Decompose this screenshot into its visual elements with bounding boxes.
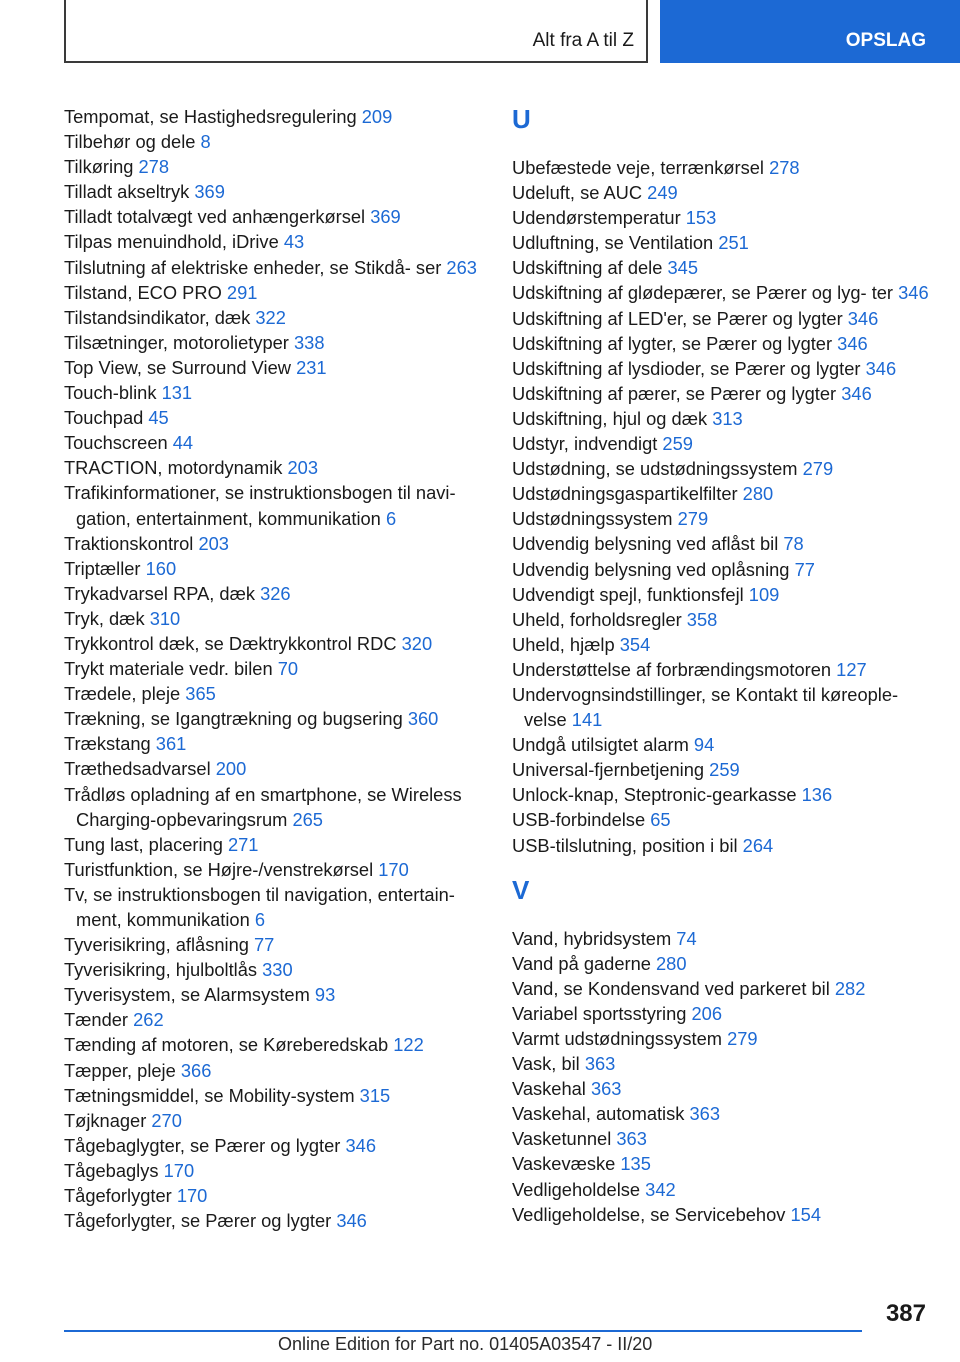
index-entry-text: Udstødning, se udstødningssystem xyxy=(512,458,798,480)
index-entry-page-link[interactable]: 136 xyxy=(801,784,833,806)
index-entry-page-link[interactable]: 330 xyxy=(262,959,293,981)
index-entry xyxy=(512,306,932,331)
index-entry-text: Udskiftning af lygter, se Pærer og lygter xyxy=(512,332,833,354)
index-entry-text: USB-tilslutning, position i bil xyxy=(512,834,738,856)
index-entry-page-link[interactable]: 74 xyxy=(676,927,697,949)
index-entry-text: Tyverisystem, se Alarmsystem xyxy=(64,984,310,1006)
index-entry xyxy=(64,531,484,556)
index-entry-text: Trykt materiale vedr. bilen xyxy=(64,658,273,680)
index-entry xyxy=(512,632,932,657)
header-box xyxy=(64,0,648,63)
index-entry xyxy=(64,405,484,430)
index-entry-page-link[interactable]: 109 xyxy=(748,583,780,605)
index-entry-text: Tv, se instruktionsbogen til navigation, entertain‐ ment, kommunikation xyxy=(64,883,455,930)
index-entry-page-link[interactable]: 271 xyxy=(227,833,259,855)
index-entry-page-link[interactable]: 279 xyxy=(677,508,709,530)
index-entry xyxy=(512,356,932,381)
index-entry-page-link[interactable]: 282 xyxy=(834,977,866,999)
index-entry-page-link[interactable]: 278 xyxy=(769,157,800,178)
index-entry-page-link[interactable]: 279 xyxy=(802,458,834,480)
index-entry-text: Vand på gaderne xyxy=(512,952,651,974)
index-entry-text: Tågeforlygter xyxy=(64,1185,172,1207)
index-entry-page-link[interactable]: 131 xyxy=(161,382,193,404)
index-entry xyxy=(64,380,484,405)
index-entry xyxy=(512,1051,932,1076)
index-entry-page-link[interactable]: 280 xyxy=(742,483,774,505)
index-entry xyxy=(64,1158,484,1183)
index-entry-page-link[interactable]: 363 xyxy=(616,1128,647,1150)
index-entry-text: Udendørstemperatur xyxy=(512,207,681,229)
index-entry-text: Tågebaglygter, se Pærer og lygter xyxy=(64,1134,341,1156)
index-entry-page-link[interactable]: 93 xyxy=(314,984,336,1006)
index-entry-text: Top View, se Surround View xyxy=(64,356,291,378)
index-entry-text: Tilbehør og dele xyxy=(64,131,196,153)
index-entry-text: Udvendig belysning ved aflåst bil xyxy=(512,533,779,555)
index-entry-text: Tilstandsindikator, dæk xyxy=(64,306,251,328)
index-entry xyxy=(512,657,932,682)
index-entry-page-link[interactable]: 346 xyxy=(837,332,868,354)
index-entry xyxy=(64,229,484,254)
index-entry xyxy=(512,782,932,807)
index-entry xyxy=(512,1177,932,1202)
index-entry xyxy=(64,330,484,355)
index-entry-page-link[interactable]: 135 xyxy=(620,1153,651,1175)
index-entry-page-link[interactable]: 264 xyxy=(742,834,774,856)
index-entry-text: Universal-fjernbetjening xyxy=(512,759,705,781)
index-entry-page-link[interactable]: 43 xyxy=(283,231,305,253)
index-entry-text: Tæpper, pleje xyxy=(64,1059,176,1081)
index-entry-text: Tilslutning af elektriske enheder, se Stikdå‐ ser xyxy=(64,256,442,278)
index-entry-page-link[interactable]: 363 xyxy=(590,1078,622,1100)
index-entry xyxy=(512,155,932,180)
index-entry-text: Tågeforlygter, se Pærer og lygter xyxy=(64,1210,332,1232)
index-entry-page-link[interactable]: 77 xyxy=(794,558,815,580)
tab-opslag-label: OPSLAG xyxy=(845,30,926,51)
index-entry xyxy=(512,757,932,782)
index-entry-text: Tilkøring xyxy=(64,156,134,178)
index-entry-text: Tænding af motoren, se Køreberedskab xyxy=(64,1034,389,1056)
index-entry-page-link[interactable]: 263 xyxy=(446,256,477,278)
index-entry-text: Tilladt akseltryk xyxy=(64,181,190,203)
index-entry-text: Tøjknager xyxy=(64,1109,147,1131)
tab-opslag[interactable] xyxy=(660,0,960,63)
index-entry-page-link[interactable]: 345 xyxy=(667,257,699,279)
index-entry xyxy=(512,833,932,858)
index-entry xyxy=(64,681,484,706)
index-entry xyxy=(512,732,932,757)
index-entry-page-link[interactable]: 291 xyxy=(226,281,258,303)
index-entry xyxy=(64,631,484,656)
index-entry-text: Udskiftning af glødepærer, se Pærer og lyg‐ ter xyxy=(512,282,894,304)
index-entry-page-link[interactable]: 45 xyxy=(148,407,169,429)
index-entry xyxy=(64,154,484,179)
index-entry xyxy=(64,480,484,530)
index-entry-page-link[interactable]: 369 xyxy=(194,181,225,203)
index-entry-page-link[interactable]: 259 xyxy=(709,759,740,781)
index-entry-page-link[interactable]: 346 xyxy=(898,282,929,304)
index-entry xyxy=(64,957,484,982)
index-entry-page-link[interactable]: 77 xyxy=(254,934,275,956)
index-entry-text: Tryk, dæk xyxy=(64,607,145,629)
index-entry-text: Trækstang xyxy=(64,733,151,755)
index-entry xyxy=(512,1001,932,1026)
index-entry-text: Triptæller xyxy=(64,557,141,579)
index-entry xyxy=(512,431,932,456)
index-entry-page-link[interactable]: 153 xyxy=(685,207,717,229)
index-entry xyxy=(64,305,484,330)
index-entry xyxy=(512,280,932,305)
index-entry-page-link[interactable]: 65 xyxy=(650,809,671,831)
index-entry-text: Vand, se Kondensvand ved parkeret bil xyxy=(512,977,830,999)
index-entry-text: Touchscreen xyxy=(64,432,168,454)
index-entry-text: Trådløs opladning af en smartphone, se Wireless Charging-opbevaringsrum xyxy=(64,783,462,830)
index-entry xyxy=(512,682,932,732)
index-entry xyxy=(512,557,932,582)
index-entry-page-link[interactable]: 280 xyxy=(656,952,687,974)
index-entry-page-link[interactable]: 209 xyxy=(361,106,393,127)
index-entry-page-link[interactable]: 259 xyxy=(662,433,693,455)
index-entry-page-link[interactable]: 200 xyxy=(215,758,247,780)
index-entry xyxy=(64,882,484,932)
index-entry-text: Ubefæstede veje, terrænkørsel xyxy=(512,157,764,178)
index-entry-text: Turistfunktion, se Højre-/venstrekørsel xyxy=(64,858,374,880)
footer-divider xyxy=(64,1330,862,1332)
index-entry-text: Touch-blink xyxy=(64,382,157,404)
index-entry-text: Tågebaglys xyxy=(64,1159,159,1181)
index-entry xyxy=(512,807,932,832)
index-entry-page-link[interactable]: 360 xyxy=(407,708,439,730)
index-entry xyxy=(512,180,932,205)
index-entry xyxy=(512,607,932,632)
index-entry-page-link[interactable]: 94 xyxy=(693,734,715,756)
index-entry xyxy=(512,1126,932,1151)
index-entry-page-link[interactable]: 170 xyxy=(378,858,409,880)
index-entry-text: Udskiftning af LED'er, se Pærer og lygter xyxy=(512,307,843,329)
index-entry-page-link[interactable]: 322 xyxy=(255,306,286,328)
header-title: Alt fra A til Z xyxy=(532,30,634,51)
index-entry xyxy=(64,1058,484,1083)
index-entry xyxy=(64,656,484,681)
index-entry-text: Tyverisikring, hjulboltlås xyxy=(64,959,258,981)
index-entry-page-link[interactable]: 278 xyxy=(138,156,170,178)
index-entry-text: Undervognsindstillinger, se Kontakt til køreople‐ velse xyxy=(512,683,899,731)
index-entry-text: Trykadvarsel RPA, dæk xyxy=(64,582,255,604)
index-entry xyxy=(64,1108,484,1133)
index-entry-text: Uheld, hjælp xyxy=(512,633,615,655)
index-entry-page-link[interactable]: 160 xyxy=(145,557,177,579)
index-entry-text: Trækning, se Igangtrækning og bugsering xyxy=(64,708,403,730)
index-entry-text: Tilsætninger, motorolietyper xyxy=(64,331,289,353)
index-entry xyxy=(64,455,484,480)
index-entry xyxy=(512,205,932,230)
index-entry-page-link[interactable]: 310 xyxy=(149,607,181,629)
index-entry xyxy=(512,1101,932,1126)
index-entry-page-link[interactable]: 231 xyxy=(296,356,327,378)
index-entry-page-link[interactable]: 361 xyxy=(155,733,187,755)
index-entry-text: Tempomat, se Hastighedsregulering xyxy=(64,106,357,127)
index-entry xyxy=(512,381,932,406)
index-entry-page-link[interactable]: 315 xyxy=(359,1084,391,1106)
index-entry-page-link[interactable]: 6 xyxy=(254,909,266,930)
footer-edition: Online Edition for Part no. 01405A03547 - II/20 xyxy=(278,1334,653,1354)
index-entry-page-link[interactable]: 279 xyxy=(727,1028,758,1049)
index-entry-page-link[interactable]: 154 xyxy=(790,1203,821,1225)
index-entry xyxy=(64,1007,484,1032)
index-entry-text: Vedligeholdelse, se Servicebehov xyxy=(512,1203,786,1225)
index-entry xyxy=(512,506,932,531)
index-entry xyxy=(512,951,932,976)
index-entry-page-link[interactable]: 346 xyxy=(336,1210,367,1232)
index-entry-text: Udvendigt spejl, funktionsfejl xyxy=(512,583,744,605)
index-entry-text: Udskiftning af pærer, se Pærer og lygter xyxy=(512,382,837,404)
index-entry xyxy=(64,982,484,1007)
index-entry xyxy=(512,582,932,607)
index-entry xyxy=(64,581,484,606)
index-entry-text: Tilladt totalvægt ved anhængerkørsel xyxy=(64,206,366,228)
index-entry-page-link[interactable]: 346 xyxy=(345,1134,377,1156)
index-entry-page-link[interactable]: 358 xyxy=(686,608,718,630)
index-entry-text: Traktionskontrol xyxy=(64,532,194,554)
index-entry-page-link[interactable]: 346 xyxy=(841,382,872,404)
index-entry-page-link[interactable]: 265 xyxy=(292,808,323,830)
index-entry-page-link[interactable]: 346 xyxy=(847,307,879,329)
index-entry xyxy=(64,556,484,581)
index-entry-page-link[interactable]: 141 xyxy=(571,709,603,731)
index-entry-text: Udvendig belysning ved oplåsning xyxy=(512,558,790,580)
index-entry-page-link[interactable]: 249 xyxy=(647,182,678,204)
index-entry-page-link[interactable]: 127 xyxy=(836,658,867,680)
page-number: 387 xyxy=(885,1300,926,1327)
index-entry-text: Vedligeholdelse xyxy=(512,1178,641,1200)
index-entry-page-link[interactable]: 206 xyxy=(691,1002,723,1024)
index-entry-text: Undgå utilsigtet alarm xyxy=(512,734,689,756)
index-entry-page-link[interactable]: 8 xyxy=(200,131,211,153)
index-entry-text: Udstødningssystem xyxy=(512,508,673,530)
index-entry-text: Udskiftning af dele xyxy=(512,257,663,279)
index-entry-page-link[interactable]: 270 xyxy=(151,1109,182,1131)
index-entry-text: Vask, bil xyxy=(512,1053,580,1075)
index-entry-text: Varmt udstødningssystem xyxy=(512,1028,722,1049)
index-entry xyxy=(64,1133,484,1158)
index-entry-page-link[interactable]: 366 xyxy=(180,1059,212,1081)
section-letter: V xyxy=(512,874,530,905)
index-entry xyxy=(64,756,484,781)
index-entry xyxy=(64,1183,484,1208)
index-entry-text: Vand, hybridsystem xyxy=(512,927,672,949)
index-entry-page-link[interactable]: 313 xyxy=(712,407,743,429)
index-entry-text: Vaskehal, automatisk xyxy=(512,1103,685,1125)
index-entry-page-link[interactable]: 122 xyxy=(393,1034,424,1056)
index-entry-text: USB-forbindelse xyxy=(512,809,646,831)
index-entry-text: Vaskevæske xyxy=(512,1153,616,1175)
index-entry-page-link[interactable]: 78 xyxy=(783,533,804,555)
index-entry-page-link[interactable]: 363 xyxy=(584,1053,616,1075)
index-entry-text: Udskiftning, hjul og dæk xyxy=(512,407,708,429)
index-entry xyxy=(512,1151,932,1176)
index-entry-text: Tætningsmiddel, se Mobility-system xyxy=(64,1084,355,1106)
index-column-left xyxy=(64,104,484,1233)
index-entry xyxy=(512,1202,932,1227)
index-entry-text: Udskiftning af lysdioder, se Pærer og lygter xyxy=(512,357,861,379)
index-entry-text: TRACTION, motordynamik xyxy=(64,457,283,479)
index-entry xyxy=(64,1083,484,1108)
index-entry xyxy=(64,255,484,280)
index-entry xyxy=(512,481,932,506)
index-entry-text: Udstyr, indvendigt xyxy=(512,433,658,455)
index-entry-page-link[interactable]: 6 xyxy=(385,507,397,529)
index-entry-text: Tænder xyxy=(64,1009,129,1031)
index-entry-text: Vaskehal xyxy=(512,1078,586,1100)
index-entry-page-link[interactable]: 363 xyxy=(689,1103,721,1125)
index-entry xyxy=(64,832,484,857)
index-entry-text: Touchpad xyxy=(64,407,144,429)
index-column-right xyxy=(512,104,932,1227)
index-entry xyxy=(512,1026,932,1051)
index-entry-page-link[interactable]: 346 xyxy=(865,357,897,379)
index-entry-page-link[interactable]: 44 xyxy=(172,432,194,454)
index-entry-text: Vasketunnel xyxy=(512,1128,612,1150)
index-entry xyxy=(64,857,484,882)
index-entry-page-link[interactable]: 365 xyxy=(185,683,216,705)
index-entry xyxy=(64,204,484,229)
index-entry xyxy=(512,406,932,431)
index-entry xyxy=(64,280,484,305)
index-entry xyxy=(64,129,484,154)
index-entry-page-link[interactable]: 369 xyxy=(370,206,401,228)
index-entry-text: Variabel sportsstyring xyxy=(512,1002,687,1024)
index-entry xyxy=(64,606,484,631)
index-entry-text: Trafikinformationer, se instruktionsbogen til navi‐ gation, entertainment, kommunikation xyxy=(64,482,456,529)
index-entry xyxy=(64,355,484,380)
index-entry xyxy=(512,230,932,255)
index-entry-text: Udstødningsgaspartikelfilter xyxy=(512,483,738,505)
section-letter: U xyxy=(512,104,531,134)
index-entry-text: Understøttelse af forbrændingsmotoren xyxy=(512,658,832,680)
index-entry xyxy=(64,932,484,957)
index-entry xyxy=(512,976,932,1001)
index-entry-page-link[interactable]: 262 xyxy=(133,1009,164,1031)
index-entry-text: Trædele, pleje xyxy=(64,683,181,705)
index-entry-page-link[interactable]: 203 xyxy=(198,532,229,554)
index-entry-text: Uheld, forholdsregler xyxy=(512,608,682,630)
index-entry-text: Tilpas menuindhold, iDrive xyxy=(64,231,279,253)
index-entry-text: Tyverisikring, aflåsning xyxy=(64,934,249,956)
index-entry xyxy=(512,926,932,951)
index-entry xyxy=(64,1032,484,1057)
index-entry xyxy=(512,331,932,356)
index-entry-page-link[interactable]: 354 xyxy=(619,633,651,655)
index-entry xyxy=(512,531,932,556)
index-entry-text: Tilstand, ECO PRO xyxy=(64,281,222,303)
index-entry xyxy=(64,731,484,756)
index-entry xyxy=(64,782,484,832)
index-entry-page-link[interactable]: 203 xyxy=(287,457,319,479)
index-entry xyxy=(64,706,484,731)
index-entry-text: Udluftning, se Ventilation xyxy=(512,232,714,254)
index-entry-page-link[interactable]: 326 xyxy=(260,582,291,604)
index-entry-text: Trykkontrol dæk, se Dæktrykkontrol RDC xyxy=(64,632,397,654)
index-entry-text: Udeluft, se AUC xyxy=(512,182,643,204)
index-entry xyxy=(64,179,484,204)
index-entry xyxy=(512,1076,932,1101)
index-entry-page-link[interactable]: 70 xyxy=(277,658,299,680)
index-entry-page-link[interactable]: 251 xyxy=(718,232,749,254)
index-entry-text: Unlock-knap, Steptronic-gearkasse xyxy=(512,784,797,806)
index-entry-text: Tung last, placering xyxy=(64,833,223,855)
index-entry xyxy=(64,1208,484,1233)
index-entry xyxy=(64,104,484,129)
index-entry xyxy=(512,456,932,481)
index-entry-page-link[interactable]: 170 xyxy=(176,1185,208,1207)
index-entry xyxy=(64,430,484,455)
index-entry-page-link[interactable]: 320 xyxy=(401,632,433,654)
index-entry-text: Træthedsadvarsel xyxy=(64,758,211,780)
index-entry-page-link[interactable]: 338 xyxy=(293,331,325,353)
index-entry-page-link[interactable]: 342 xyxy=(645,1178,676,1200)
index-entry xyxy=(512,255,932,280)
index-entry-page-link[interactable]: 170 xyxy=(163,1159,195,1181)
